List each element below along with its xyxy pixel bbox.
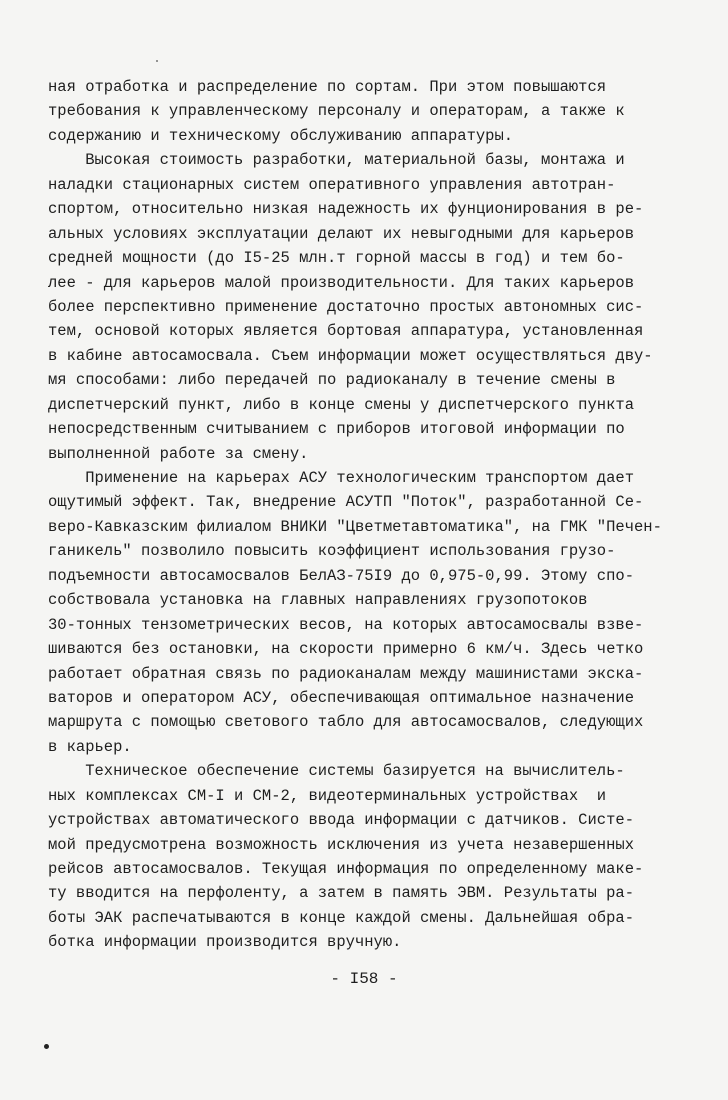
text-line: Высокая стоимость разработки, материальной базы, монтажа и <box>48 151 625 170</box>
text-line: наладки стационарных систем оперативного управления автотран- <box>48 175 616 194</box>
text-line: боты ЭАК распечатываются в конце каждой смены. Дальнейшая обра- <box>48 908 634 927</box>
text-line: маршрута с помощью светового табло для автосамосвалов, следующих <box>48 713 644 732</box>
text-line: ботка информации производится вручную. <box>48 933 402 952</box>
text-line: ная отработка и распределение по сортам. При этом повышаются <box>48 78 607 96</box>
text-line: Применение на карьерах АСУ технологическим транспортом дает <box>48 469 634 487</box>
text-line: мой предусмотрена возможность исключения из учета незавершенных <box>48 835 634 854</box>
text-line: ваторов и оператором АСУ, обеспечивающая оптимальное назначение <box>48 688 634 707</box>
text-line: лее - для карьеров малой производительности. Для таких карьеров <box>48 273 634 292</box>
text-line: требования к управленческому персоналу и операторам, а также к <box>48 102 625 121</box>
text-line: в кабине автосамосвала. Съем информации может осуществляться дву- <box>48 346 653 365</box>
text-line: выполненной работе за смену. <box>48 444 309 463</box>
text-line: тем, основой которых является бортовая аппаратура, установленная <box>48 322 644 341</box>
text-line: спортом, относительно низкая надежность их фунционирования в ре- <box>48 200 644 219</box>
paper-speck <box>44 1044 49 1049</box>
text-line: мя способами: либо передачей по радиоканалу в течение смены в <box>48 371 616 390</box>
text-line: альных условиях эксплуатации делают их невыгодными для карьеров <box>48 224 634 243</box>
text-line: веро-Кавказским филиалом ВНИКИ "Цветметавтоматика", на ГМК "Печен- <box>48 517 662 536</box>
text-line: Техническое обеспечение системы базируется на вычислитель- <box>48 762 625 781</box>
text-line: в карьер. <box>48 737 132 756</box>
text-line: ганикель" позволило повысить коэффициент использования грузо- <box>48 542 616 561</box>
text-line: средней мощности (до I5-25 млн.т горной массы в год) и тем бо- <box>48 249 625 268</box>
text-line: устройствах автоматического ввода информации с датчиков. Систе- <box>48 811 634 830</box>
text-line: работает обратная связь по радиоканалам между машинистами экска- <box>48 664 644 683</box>
text-line: ощутимый эффект. Так, внедрение АСУТП "Поток", разработанной Се- <box>48 493 644 512</box>
body-text <box>48 75 688 955</box>
text-line: шиваются без остановки, на скорости примерно 6 км/ч. Здесь четко <box>48 640 644 659</box>
text-line: рейсов автосамосвалов. Текущая информация по определенному макe- <box>48 860 644 878</box>
text-line: ту вводится на перфоленту, а затем в память ЭВМ. Результаты ра- <box>48 884 634 903</box>
page-number: - I58 - <box>330 970 398 988</box>
paper-speck <box>156 60 158 62</box>
text-line: собствовала установка на главных направлениях грузопотоков <box>48 591 588 610</box>
text-line: более перспективно применение достаточно простых автономных сис- <box>48 297 644 316</box>
text-line: 30-тонных тензометрических весов, на которых автосамосвалы взве- <box>48 615 644 634</box>
text-line: подъемности автосамосвалов БелАЗ-75I9 до 0,975-0,99. Этому спо- <box>48 566 634 585</box>
text-line: непосредственным считыванием с приборов итоговой информации по <box>48 420 625 439</box>
text-line: диспетчерский пункт, либо в конце смены у диспетчерского пункта <box>48 395 634 414</box>
text-line: ных комплексах СМ-I и СМ-2, видеотерминальных устройствах и <box>48 786 607 805</box>
text-line: содержанию и техническому обслуживанию аппаратуры. <box>48 126 514 145</box>
